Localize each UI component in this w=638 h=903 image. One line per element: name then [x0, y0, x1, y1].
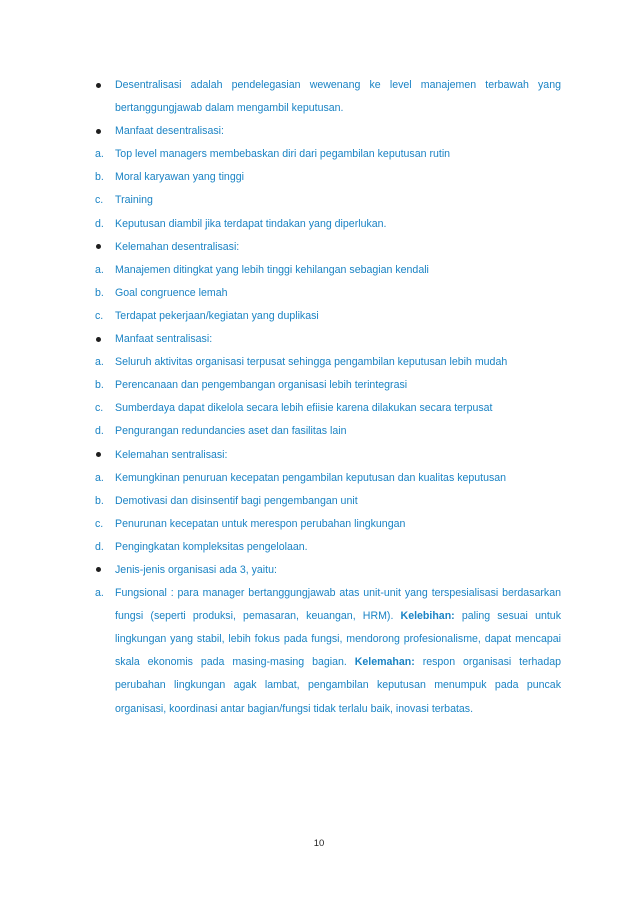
bullet-icon — [96, 337, 101, 342]
bullet-icon — [96, 244, 101, 249]
list-item-text: Seluruh aktivitas organisasi terpusat sehingga pengambilan keputusan lebih mudah — [115, 356, 508, 369]
bullet-manfaat-desentralisasi — [95, 120, 561, 143]
list-marker: b. — [95, 494, 104, 507]
list-item-text: Moral karyawan yang tinggi — [115, 171, 244, 184]
list-marker: a. — [95, 263, 104, 276]
list-item-text: Goal congruence lemah — [115, 286, 228, 299]
list-item-text: Training — [115, 194, 153, 207]
section-heading: Kelemahan sentralisasi: — [115, 448, 228, 461]
bullet-icon — [96, 129, 101, 134]
list-marker: a. — [95, 148, 104, 161]
list-item-text: Pengingkatan kompleksitas pengelolaan. — [115, 540, 308, 553]
list-item-text: Pengurangan redundancies aset dan fasilitas lain — [115, 425, 347, 438]
bullet-icon — [96, 452, 101, 457]
list-item — [95, 536, 561, 559]
list-marker: a. — [95, 471, 104, 484]
list-item — [95, 397, 561, 420]
list-marker: b. — [95, 379, 104, 392]
list-marker: d. — [95, 540, 104, 553]
list-item-text: Sumberdaya dapat dikelola secara lebih efiisie karena dilakukan secara terpusat — [115, 402, 493, 415]
list-item — [95, 213, 561, 236]
bullet-text: Desentralisasi adalah pendelegasian wewenang ke level manajemen terbawah yang bertanggungjawab dalam mengambil keputusan. — [115, 79, 561, 115]
list-item — [95, 467, 561, 490]
bullet-desentralisasi-definition — [95, 74, 561, 120]
list-item-text: Demotivasi dan disinsentif bagi pengembangan unit — [115, 494, 358, 507]
list-item — [95, 582, 561, 721]
list-marker: a. — [95, 356, 104, 369]
manfaat-sentralisasi-list — [95, 351, 561, 443]
bullet-icon — [96, 567, 101, 572]
page-content — [95, 74, 561, 721]
section-heading: Manfaat sentralisasi: — [115, 333, 213, 346]
section-heading: Kelemahan desentralisasi: — [115, 240, 240, 253]
page-number: 10 — [313, 838, 325, 849]
list-item — [95, 351, 561, 374]
list-item-text: Terdapat pekerjaan/kegiatan yang duplikasi — [115, 309, 319, 322]
bullet-kelemahan-sentralisasi — [95, 444, 561, 467]
list-marker: a. — [95, 587, 104, 600]
list-marker: c. — [95, 309, 104, 322]
jenis-organisasi-list — [95, 582, 561, 721]
list-item-text: Fungsional : para manager bertanggungjawab atas unit-unit yang terspesialisasi berdasarkan fungsi (seperti produksi, pemasaran, keuangan, HRM). — [115, 587, 561, 623]
list-item — [95, 305, 561, 328]
list-marker: b. — [95, 286, 104, 299]
kelemahan-desentralisasi-list — [95, 259, 561, 328]
list-marker: c. — [95, 402, 104, 415]
list-item — [95, 374, 561, 397]
list-item — [95, 166, 561, 189]
list-item — [95, 143, 561, 166]
strength-label: Kelebihan: — [400, 610, 455, 623]
list-marker: c. — [95, 517, 104, 530]
bullet-manfaat-sentralisasi — [95, 328, 561, 351]
manfaat-desentralisasi-list — [95, 143, 561, 235]
list-item-text: Penurunan kecepatan untuk merespon perubahan lingkungan — [115, 517, 406, 530]
list-item — [95, 420, 561, 443]
list-item — [95, 490, 561, 513]
bullet-kelemahan-desentralisasi — [95, 236, 561, 259]
list-item — [95, 189, 561, 212]
list-item — [95, 513, 561, 536]
list-item-text: Manajemen ditingkat yang lebih tinggi kehilangan sebagian kendali — [115, 263, 429, 276]
list-marker: b. — [95, 171, 104, 184]
list-item — [95, 282, 561, 305]
strength-text: paling sesuai untuk lingkungan yang stabil, lebih fokus pada fungsi, mendorong profesionalisme, dapat mencapai skala ekonomis pada masing-masing bagian. — [115, 610, 561, 669]
bullet-icon — [96, 83, 101, 88]
weakness-text: respon organisasi terhadap perubahan lingkungan agak lambat, pengambilan keputusan menumpuk pada puncak organisasi, koordinasi antar bagian/fungsi tidak terlalu baik, inovasi terbatas. — [115, 656, 561, 715]
list-marker: c. — [95, 194, 104, 207]
list-item-text: Keputusan diambil jika terdapat tindakan yang diperlukan. — [115, 217, 387, 230]
section-heading: Manfaat desentralisasi: — [115, 125, 224, 138]
section-heading: Jenis-jenis organisasi ada 3, yaitu: — [115, 563, 277, 576]
list-marker: d. — [95, 425, 104, 438]
weakness-label: Kelemahan: — [354, 656, 415, 669]
list-item-text: Top level managers membebaskan diri dari pegambilan keputusan rutin — [115, 148, 451, 161]
kelemahan-sentralisasi-list — [95, 467, 561, 559]
list-item-text: Perencanaan dan pengembangan organisasi lebih terintegrasi — [115, 379, 408, 392]
bullet-jenis-organisasi — [95, 559, 561, 582]
list-item — [95, 259, 561, 282]
list-item-text: Kemungkinan penuruan kecepatan pengambilan keputusan dan kualitas keputusan — [115, 471, 507, 484]
list-marker: d. — [95, 217, 104, 230]
